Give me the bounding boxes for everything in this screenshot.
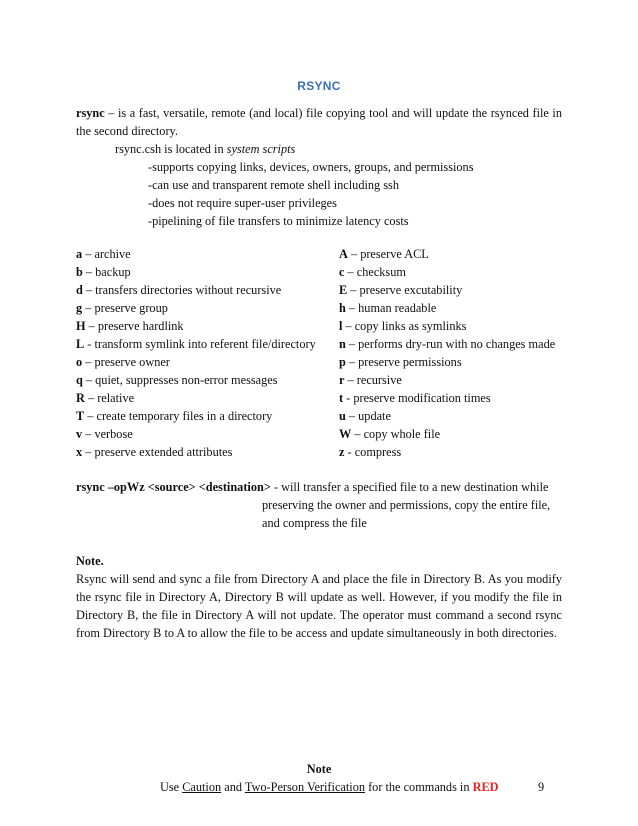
option-item [339, 335, 555, 353]
intro-text: – is a fast, versatile, remote (and local) file copying tool and will update the rsynced file in the second directory. [76, 106, 562, 138]
example-command: rsync –opWz <source> <destination> [76, 480, 271, 494]
option-desc: – human readable [345, 301, 437, 315]
option-desc: – preserve hardlink [85, 319, 184, 333]
option-flag: z [339, 445, 345, 459]
option-desc: - preserve modification times [343, 391, 491, 405]
option-item [76, 371, 278, 389]
feature-bullet: -can use and transparent remote shell including ssh [148, 178, 399, 192]
option-item [339, 317, 466, 335]
option-item [339, 281, 462, 299]
example-desc: - will transfer a specified file to a new destination while [270, 480, 549, 494]
footer-caution-line [160, 778, 499, 796]
option-item [339, 353, 462, 371]
option-desc: – create temporary files in a directory [84, 409, 273, 423]
footer-text: Use [160, 780, 183, 794]
option-item [339, 389, 491, 407]
option-desc: – relative [84, 391, 135, 405]
note-paragraph: Rsync will send and sync a file from Directory A and place the file in Directory B. As you modify the rsync file in Directory A, Directory B will update as well. However, if you modify the file in Directory B, the file in Directory A will not update. The operator must command a second rsync from Directory B to A to allow the file to be access and update simultaneously in both directories. [76, 572, 562, 640]
option-flag: v [76, 427, 83, 441]
option-item [339, 263, 406, 281]
option-item [339, 245, 429, 263]
footer-caution: Caution [182, 780, 222, 794]
option-desc: – preserve permissions [345, 355, 462, 369]
option-desc: – update [345, 409, 391, 423]
option-desc: – copy whole file [351, 427, 441, 441]
option-flag: u [339, 409, 346, 423]
option-item [76, 443, 232, 461]
option-flag: o [76, 355, 83, 369]
option-desc: - compress [344, 445, 402, 459]
option-item [76, 389, 134, 407]
option-item [339, 371, 402, 389]
option-desc: – transfers directories without recursive [82, 283, 282, 297]
option-item [339, 443, 401, 461]
option-flag: h [339, 301, 346, 315]
option-flag: b [76, 265, 83, 279]
option-item [76, 245, 131, 263]
intro-command: rsync [76, 106, 105, 120]
feature-bullet: -pipelining of file transfers to minimize latency costs [148, 214, 409, 228]
footer-text: for the commands in [365, 780, 473, 794]
option-item [76, 281, 281, 299]
option-flag: L [76, 337, 85, 351]
option-desc: – archive [82, 247, 131, 261]
option-flag: a [76, 247, 83, 261]
option-desc: – preserve group [82, 301, 168, 315]
option-desc: - transform symlink into referent file/directory [84, 337, 316, 351]
option-desc: – recursive [344, 373, 402, 387]
example-desc-continued: and compress the file [262, 516, 367, 530]
option-flag: n [339, 337, 346, 351]
option-desc: – preserve owner [82, 355, 170, 369]
option-desc: – quiet, suppresses non-error messages [82, 373, 278, 387]
option-flag: E [339, 283, 348, 297]
feature-bullet: -supports copying links, devices, owners, groups, and permissions [148, 160, 474, 174]
option-desc: – preserve excutability [347, 283, 463, 297]
option-item [76, 407, 272, 425]
intro-paragraph [76, 104, 562, 140]
option-item [339, 407, 391, 425]
option-desc: – performs dry-run with no changes made [345, 337, 556, 351]
footer-heading: Note [306, 762, 332, 776]
option-flag: A [339, 247, 348, 261]
page-number: 9 [538, 780, 545, 794]
option-flag: R [76, 391, 85, 405]
option-desc: – backup [82, 265, 131, 279]
option-flag: d [76, 283, 83, 297]
option-flag: g [76, 301, 83, 315]
option-desc: – copy links as symlinks [342, 319, 467, 333]
option-item [76, 335, 316, 353]
option-flag: x [76, 445, 83, 459]
option-flag: c [339, 265, 345, 279]
example-desc-continued: preserving the owner and permissions, copy the entire file, [262, 498, 551, 512]
footer-text: and [221, 780, 245, 794]
option-flag: T [76, 409, 85, 423]
location-prefix: rsync.csh is located in [115, 142, 227, 156]
option-flag: t [339, 391, 344, 405]
option-flag: l [339, 319, 343, 333]
option-desc: – preserve extended attributes [82, 445, 233, 459]
option-flag: H [76, 319, 86, 333]
option-item [76, 425, 133, 443]
footer-verification: Two-Person Verification [244, 780, 365, 794]
option-desc: – checksum [344, 265, 406, 279]
option-flag: p [339, 355, 346, 369]
option-item [339, 299, 436, 317]
feature-bullet: -does not require super-user privileges [148, 196, 337, 210]
option-item [76, 317, 184, 335]
option-flag: W [339, 427, 352, 441]
option-desc: – preserve ACL [347, 247, 429, 261]
option-desc: – verbose [82, 427, 133, 441]
location-italic: system scripts [226, 142, 296, 156]
example-command-line [76, 478, 548, 496]
option-flag: r [339, 373, 345, 387]
option-item [76, 353, 170, 371]
option-flag: q [76, 373, 83, 387]
note-heading: Note. [76, 554, 104, 568]
option-item [76, 263, 131, 281]
option-item [76, 299, 168, 317]
location-line [115, 140, 295, 158]
footer-red-word: RED [472, 780, 499, 794]
page-title: RSYNC [297, 79, 341, 93]
option-item [339, 425, 440, 443]
